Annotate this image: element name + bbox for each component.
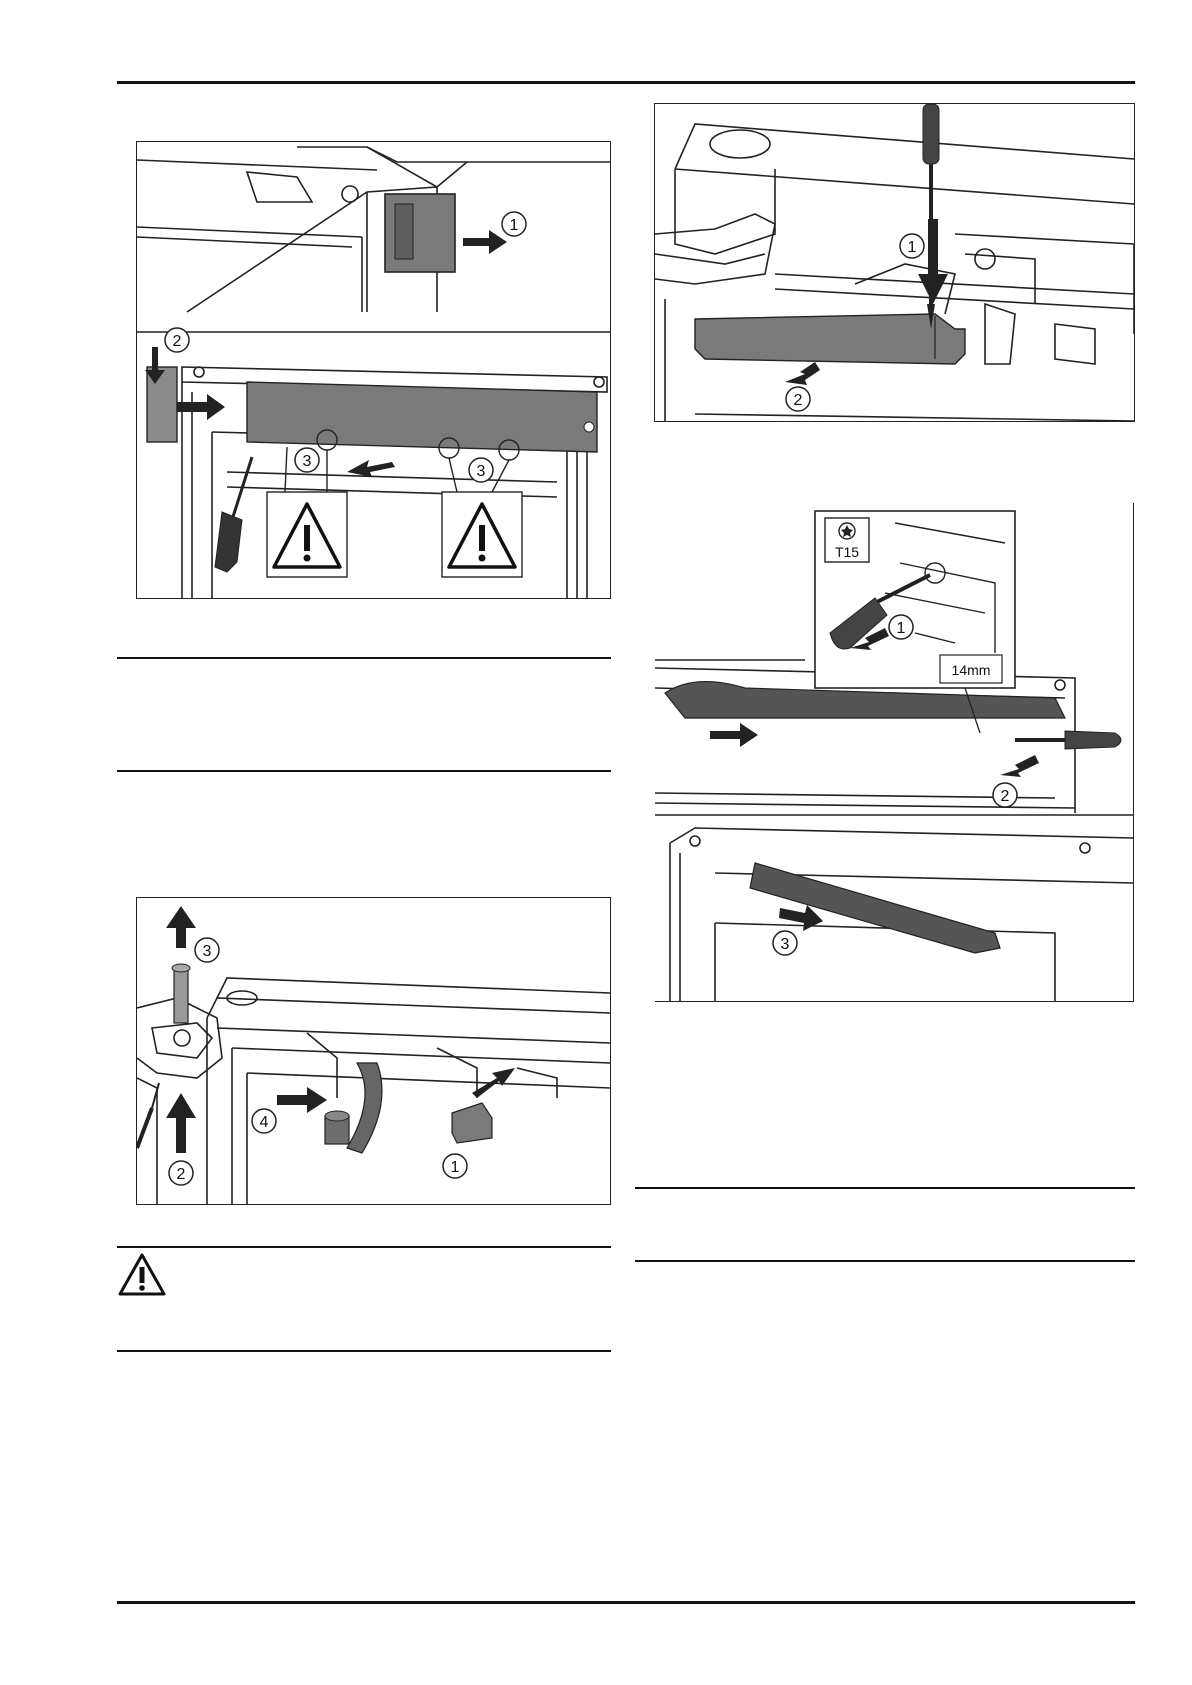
arrow-up-icon xyxy=(166,906,196,948)
arrow-right-icon xyxy=(277,1087,327,1113)
callout-1 xyxy=(502,212,526,236)
section-rule xyxy=(117,1350,611,1352)
section-rule xyxy=(117,770,611,772)
torx-icon xyxy=(825,518,869,562)
cap-part xyxy=(452,1103,492,1143)
hinge-arm-part xyxy=(347,1063,382,1153)
svg-text:2: 2 xyxy=(1000,788,1010,805)
measurement-label xyxy=(940,655,1002,683)
warning-triangle-icon xyxy=(267,492,347,577)
arrow-right-icon xyxy=(177,394,225,420)
warning-icon xyxy=(117,1252,167,1298)
top-cover-part xyxy=(695,314,965,364)
arrow-left-icon xyxy=(347,460,395,477)
svg-text:2: 2 xyxy=(172,333,182,350)
svg-text:1: 1 xyxy=(896,620,906,637)
callout-3 xyxy=(773,931,797,955)
figure-hinge-removal xyxy=(136,897,611,1205)
callout-3 xyxy=(195,938,219,962)
hinge-pin-part xyxy=(172,964,190,1023)
figure-pry-cover xyxy=(654,103,1135,422)
callout-2 xyxy=(169,1161,193,1185)
svg-text:4: 4 xyxy=(259,1114,269,1131)
tool-label: T15 xyxy=(834,544,860,560)
detail-inset xyxy=(815,511,1015,688)
svg-text:3: 3 xyxy=(476,463,486,480)
section-rule xyxy=(117,1246,611,1248)
warning-triangle-icon xyxy=(442,492,522,577)
screwdriver-icon xyxy=(215,457,252,572)
svg-text:1: 1 xyxy=(450,1159,460,1176)
screwdriver-icon xyxy=(1015,731,1121,749)
callout-1 xyxy=(900,234,924,258)
section-rule xyxy=(635,1260,1135,1262)
callout-3 xyxy=(295,448,319,472)
callout-4 xyxy=(252,1109,276,1133)
svg-text:3: 3 xyxy=(302,453,312,470)
arrow-right-icon xyxy=(710,723,758,747)
svg-text:14mm: 14mm xyxy=(951,662,991,678)
callout-1 xyxy=(889,615,913,639)
callout-2 xyxy=(993,783,1017,807)
svg-text:2: 2 xyxy=(176,1166,186,1183)
svg-text:3: 3 xyxy=(780,936,790,953)
section-rule xyxy=(117,657,611,659)
top-cap-part xyxy=(385,194,455,272)
figure-strip-removal xyxy=(655,503,1134,1002)
trim-strip-part xyxy=(247,382,597,452)
arrow-right-icon xyxy=(779,905,823,931)
svg-text:1: 1 xyxy=(907,239,917,256)
callout-2 xyxy=(786,387,810,411)
arrow-right-icon xyxy=(463,230,507,254)
figure-cover-removal xyxy=(136,141,611,599)
header-rule xyxy=(117,81,1135,84)
arrow-down-icon xyxy=(918,219,948,304)
callout-1 xyxy=(443,1154,467,1178)
svg-text:2: 2 xyxy=(793,392,803,409)
arrow-down-left-icon xyxy=(785,362,820,385)
screwdriver-icon xyxy=(137,1083,159,1148)
arrow-up-icon xyxy=(166,1093,196,1153)
bushing-part xyxy=(325,1111,349,1144)
footer-rule xyxy=(117,1601,1135,1604)
callout-3 xyxy=(469,458,493,482)
svg-text:3: 3 xyxy=(202,943,212,960)
section-rule xyxy=(635,1187,1135,1189)
arrow-down-left-icon xyxy=(1000,755,1039,777)
svg-text:1: 1 xyxy=(509,217,519,234)
callout-2 xyxy=(165,328,189,352)
